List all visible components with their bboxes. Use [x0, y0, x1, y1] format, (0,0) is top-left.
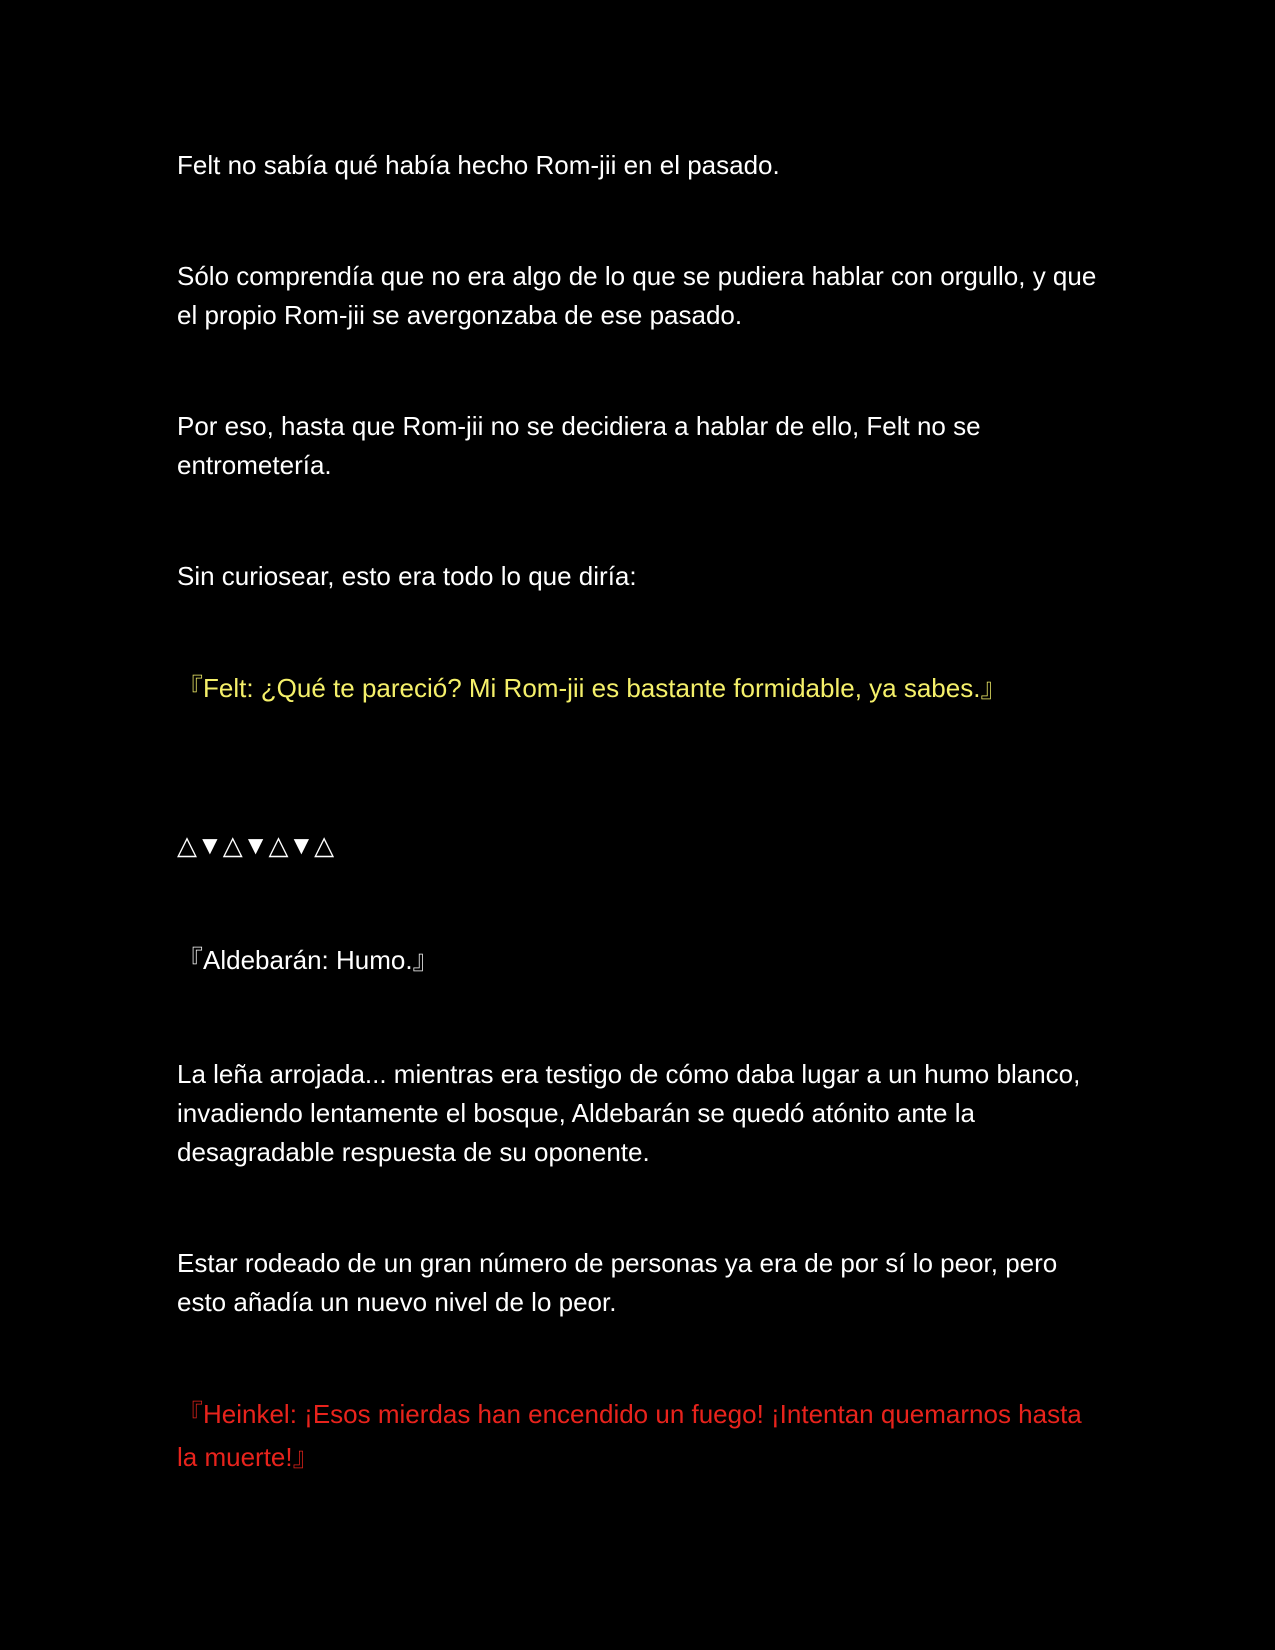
paragraph-not-intrude: Por eso, hasta que Rom-jii no se decidiera a hablar de ello, Felt no se entrometería. [177, 411, 981, 480]
paragraph-felt-past: Felt no sabía qué había hecho Rom-jii en el pasado. [177, 150, 780, 180]
dialogue-aldebaran: 『Aldebarán: Humo.』 [177, 945, 439, 975]
paragraph-firewood-smoke: La leña arrojada... mientras era testigo de cómo daba lugar a un humo blanco, invadiendo lentamente el bosque, Aldebarán se quedó atónito ante la desagradable respuesta de su oponente. [177, 1059, 1081, 1167]
dialogue-felt: 『Felt: ¿Qué te pareció? Mi Rom-jii es bastante formidable, ya sabes.』 [177, 673, 1007, 703]
paragraph-surrounded: Estar rodeado de un gran número de personas ya era de por sí lo peor, pero esto añadía un nuevo nivel de lo peor. [177, 1248, 1058, 1317]
dialogue-heinkel: 『Heinkel: ¡Esos mierdas han encendido un fuego! ¡Intentan quemarnos hasta la muerte!』 [177, 1399, 1082, 1472]
paragraph-without-prying: Sin curiosear, esto era todo lo que diría: [177, 561, 637, 591]
paragraph-not-proud: Sólo comprendía que no era algo de lo que se pudiera hablar con orgullo, y que el propio Rom-jii se avergonzaba de ese pasado. [177, 261, 1097, 330]
scene-break: △▼△▼△▼△ [177, 830, 335, 860]
